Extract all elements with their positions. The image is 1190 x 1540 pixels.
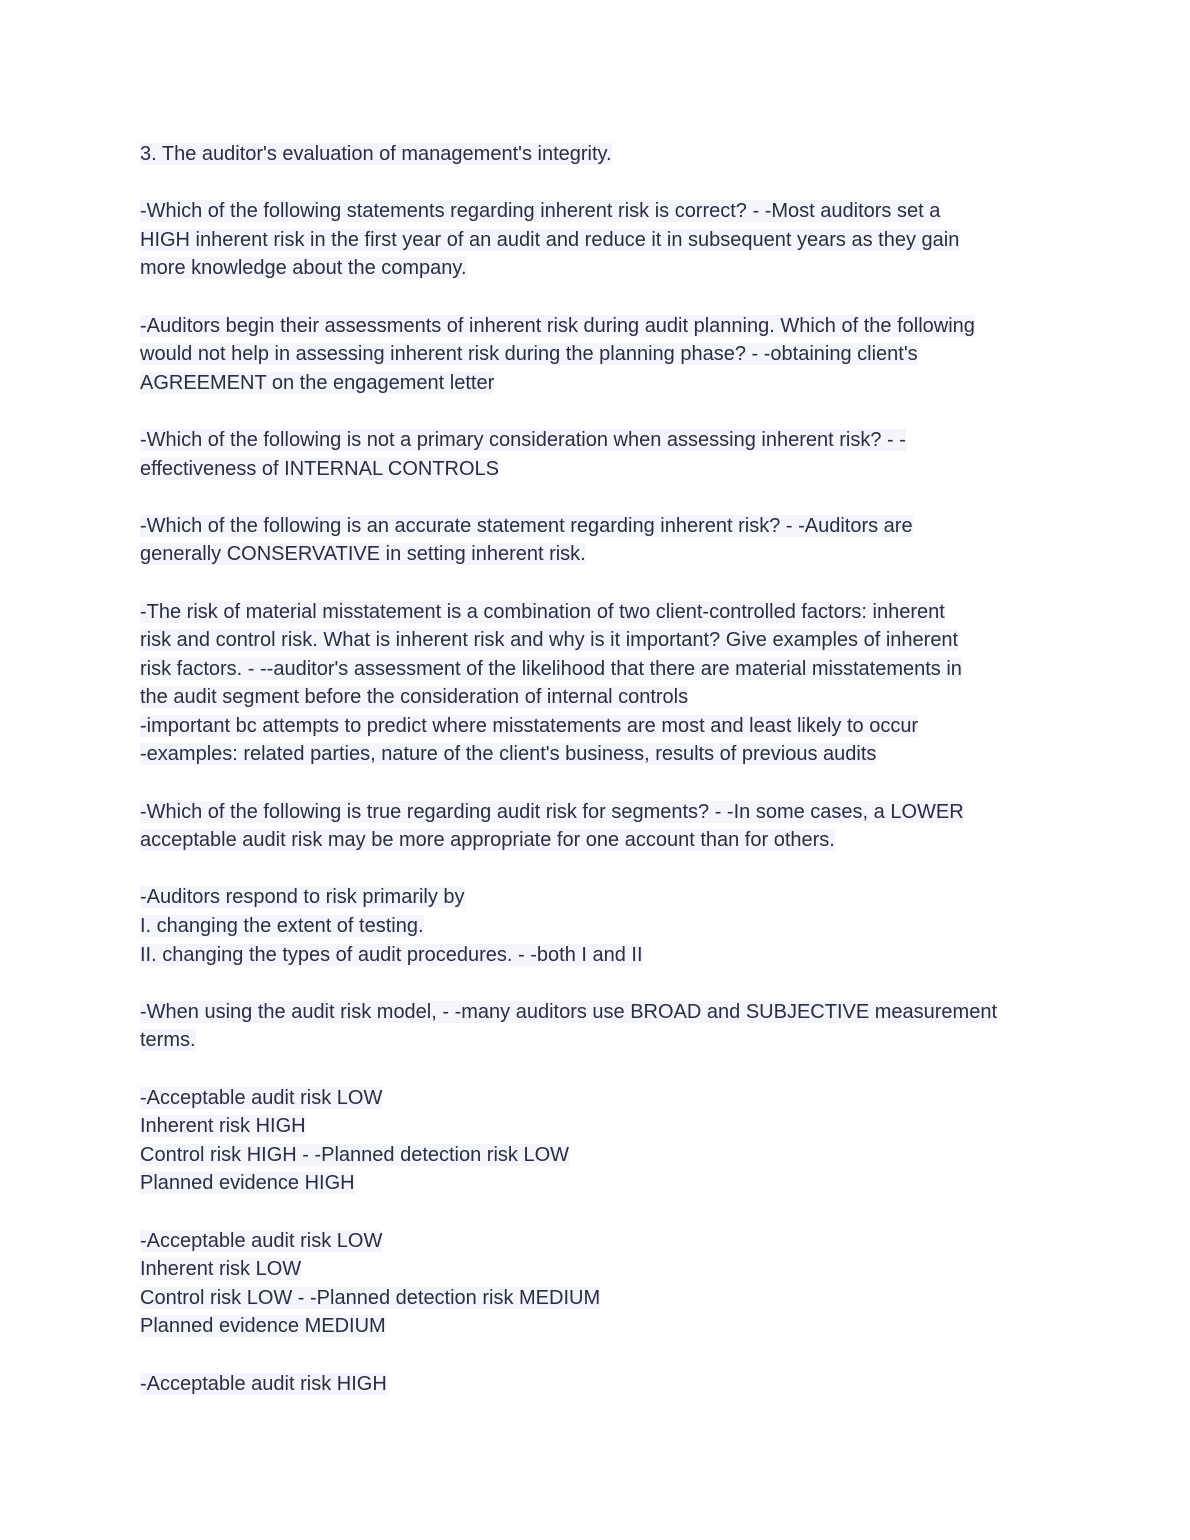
paragraph xyxy=(140,883,1060,969)
text-line: I. changing the extent of testing. xyxy=(140,915,424,938)
paragraph xyxy=(140,1084,1060,1198)
document-page xyxy=(140,140,1060,1427)
text-line: acceptable audit risk may be more appropriate for one account than for others. xyxy=(140,829,835,852)
paragraph xyxy=(140,140,1060,169)
text-line: HIGH inherent risk in the first year of an audit and reduce it in subsequent years as they gain xyxy=(140,228,960,251)
text-line: -important bc attempts to predict where misstatements are most and least likely to occur xyxy=(140,714,919,737)
paragraph xyxy=(140,512,1060,569)
text-line: -examples: related parties, nature of the client's business, results of previous audits xyxy=(140,743,877,766)
text-line: -Which of the following statements regarding inherent risk is correct? - -Most auditors set a xyxy=(140,200,941,223)
paragraph xyxy=(140,798,1060,855)
text-line: -Which of the following is true regarding audit risk for segments? - -In some cases, a LOWER xyxy=(140,800,964,823)
text-line: -Acceptable audit risk LOW xyxy=(140,1229,383,1252)
text-line: -Acceptable audit risk LOW xyxy=(140,1086,383,1109)
text-line: -Acceptable audit risk HIGH xyxy=(140,1372,387,1395)
paragraph xyxy=(140,998,1060,1055)
text-line: would not help in assessing inherent risk during the planning phase? - -obtaining client's xyxy=(140,343,918,366)
text-line: risk and control risk. What is inherent risk and why is it important? Give examples of inherent xyxy=(140,629,959,652)
paragraph xyxy=(140,1370,1060,1399)
text-line: effectiveness of INTERNAL CONTROLS xyxy=(140,457,500,480)
text-line: AGREEMENT on the engagement letter xyxy=(140,371,495,394)
text-line: -Which of the following is an accurate statement regarding inherent risk? - -Auditors are xyxy=(140,514,913,537)
text-line: -When using the audit risk model, - -many auditors use BROAD and SUBJECTIVE measurement xyxy=(140,1000,998,1023)
text-line: terms. xyxy=(140,1029,196,1052)
text-line: -The risk of material misstatement is a combination of two client-controlled factors: inherent xyxy=(140,600,945,623)
text-line: generally CONSERVATIVE in setting inherent risk. xyxy=(140,543,586,566)
text-line: Control risk LOW - -Planned detection risk MEDIUM xyxy=(140,1286,601,1309)
text-line: -Which of the following is not a primary consideration when assessing inherent risk? - - xyxy=(140,428,906,451)
text-line: more knowledge about the company. xyxy=(140,257,467,280)
text-line: -Auditors respond to risk primarily by xyxy=(140,886,465,909)
text-line: Inherent risk LOW xyxy=(140,1258,302,1281)
text-line: Planned evidence MEDIUM xyxy=(140,1315,386,1338)
paragraph xyxy=(140,1227,1060,1341)
paragraph xyxy=(140,197,1060,283)
text-line: II. changing the types of audit procedures. - -both I and II xyxy=(140,943,643,966)
text-line: Control risk HIGH - -Planned detection risk LOW xyxy=(140,1143,570,1166)
text-line: risk factors. - --auditor's assessment of the likelihood that there are material misstatements in xyxy=(140,657,962,680)
text-line: Inherent risk HIGH xyxy=(140,1115,306,1138)
paragraph xyxy=(140,426,1060,483)
paragraph xyxy=(140,312,1060,398)
text-line: Planned evidence HIGH xyxy=(140,1172,355,1195)
text-line: the audit segment before the consideration of internal controls xyxy=(140,686,689,709)
text-line: -Auditors begin their assessments of inherent risk during audit planning. Which of the following xyxy=(140,314,975,337)
text-line: 3. The auditor's evaluation of management's integrity. xyxy=(140,143,612,165)
paragraph xyxy=(140,598,1060,770)
